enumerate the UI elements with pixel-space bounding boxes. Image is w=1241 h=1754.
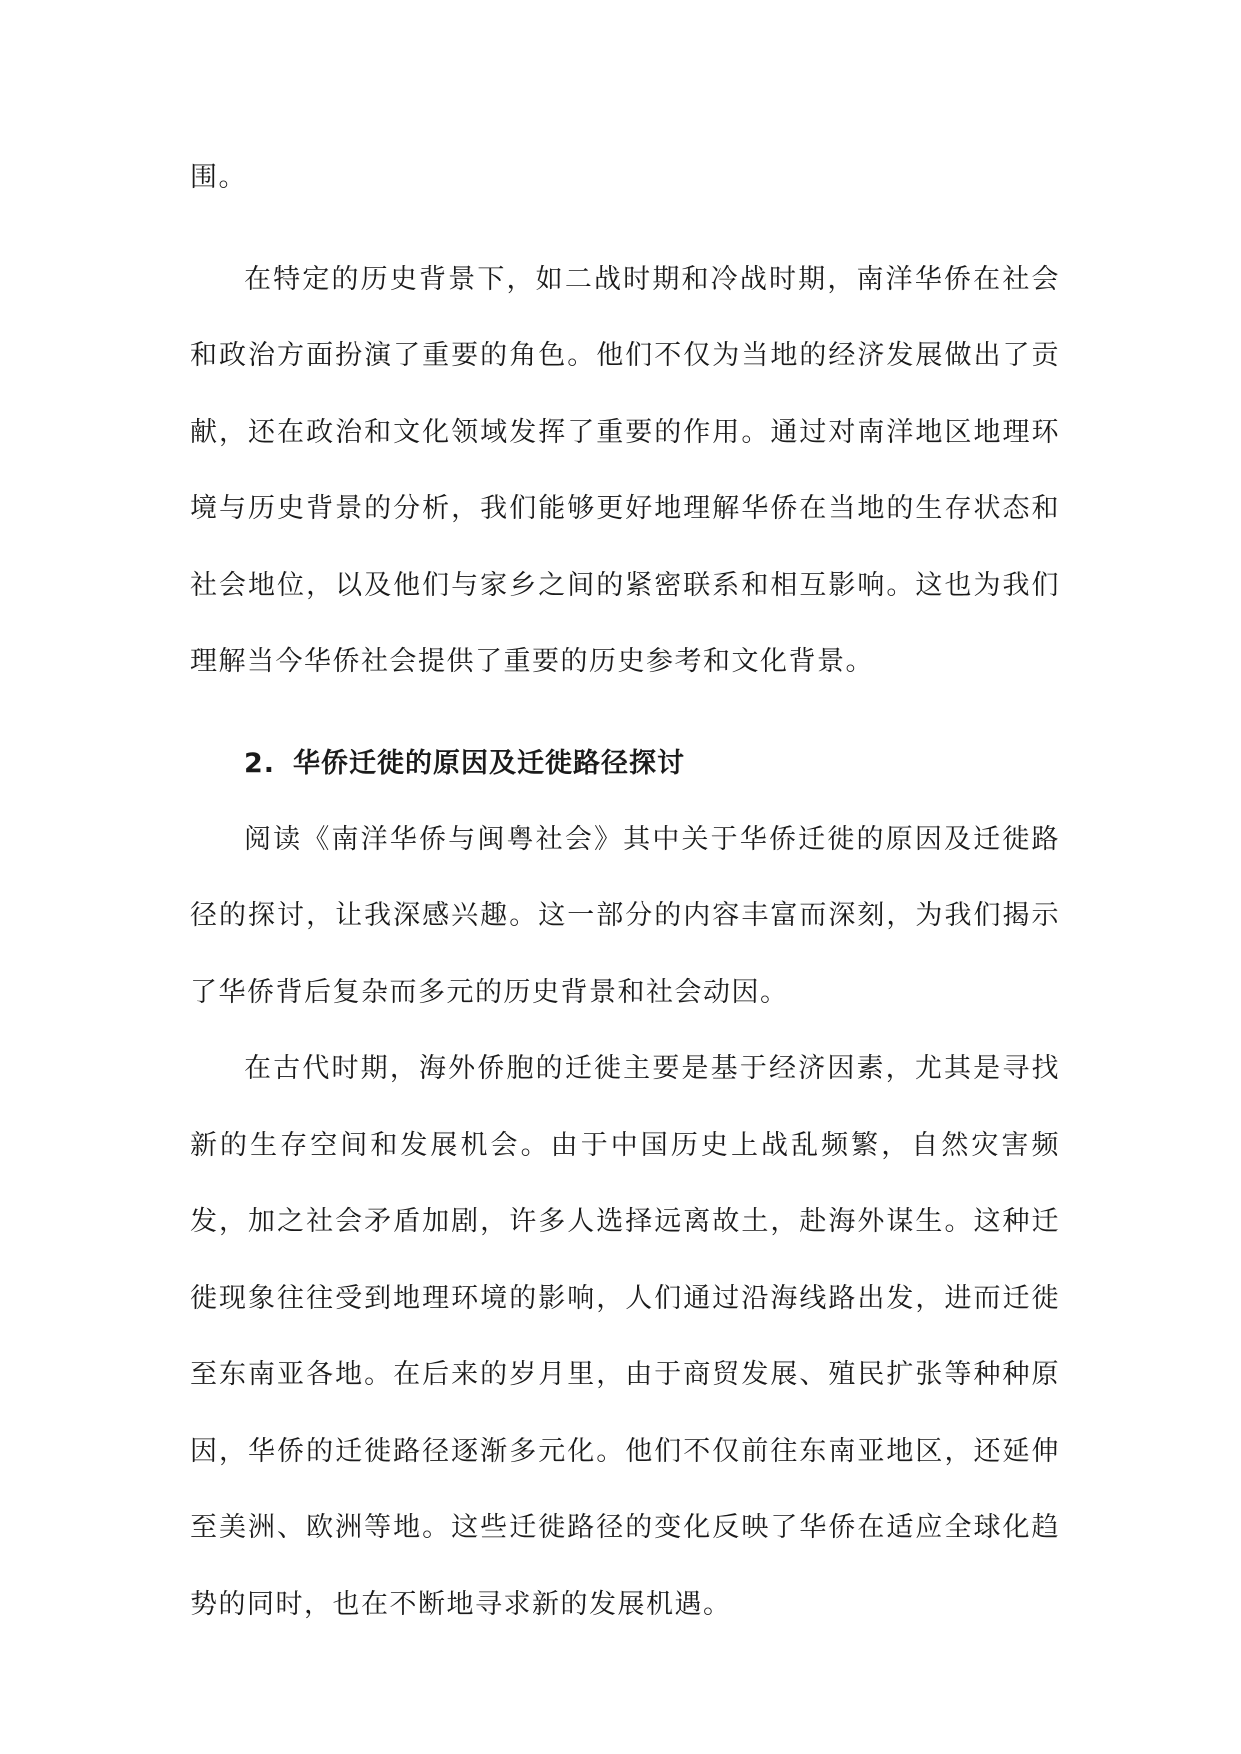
document-body	[190, 140, 1060, 1643]
section-title: 华侨迁徙的原因及迁徙路径探讨	[293, 747, 686, 779]
paragraph-gap	[190, 217, 1060, 242]
paragraph-gap	[190, 701, 1060, 726]
paragraph-continuation: 围。	[190, 162, 247, 193]
section-heading	[190, 726, 1060, 802]
paragraph-reading-intro: 阅读《南洋华侨与闽粤社会》其中关于华侨迁徙的原因及迁徙路径的探讨，让我深感兴趣。这一部分的内容丰富而深刻，为我们揭示了华侨背后复杂而多元的历史背景和社会动因。	[190, 823, 1060, 1008]
section-number: 2.	[244, 747, 276, 779]
paragraph-historical-role: 在特定的历史背景下，如二战时期和冷战时期，南洋华侨在社会和政治方面扮演了重要的角色。他们不仅为当地的经济发展做出了贡献，还在政治和文化领域发挥了重要的作用。通过对南洋地区地理环境与历史背景的分析，我们能够更好地理解华侨在当地的生存状态和社会地位，以及他们与家乡之间的紧密联系和相互影响。这也为我们理解当今华侨社会提供了重要的历史参考和文化背景。	[190, 263, 1060, 677]
paragraph-migration-causes: 在古代时期，海外侨胞的迁徙主要是基于经济因素，尤其是寻找新的生存空间和发展机会。由于中国历史上战乱频繁，自然灾害频发，加之社会矛盾加剧，许多人选择远离故土，赴海外谋生。这种迁徙现象往往受到地理环境的影响，人们通过沿海线路出发，进而迁徙至东南亚各地。在后来的岁月里，由于商贸发展、殖民扩张等种种原因，华侨的迁徙路径逐渐多元化。他们不仅前往东南亚地区，还延伸至美洲、欧洲等地。这些迁徙路径的变化反映了华侨在适应全球化趋势的同时，也在不断地寻求新的发展机遇。	[190, 1053, 1060, 1620]
